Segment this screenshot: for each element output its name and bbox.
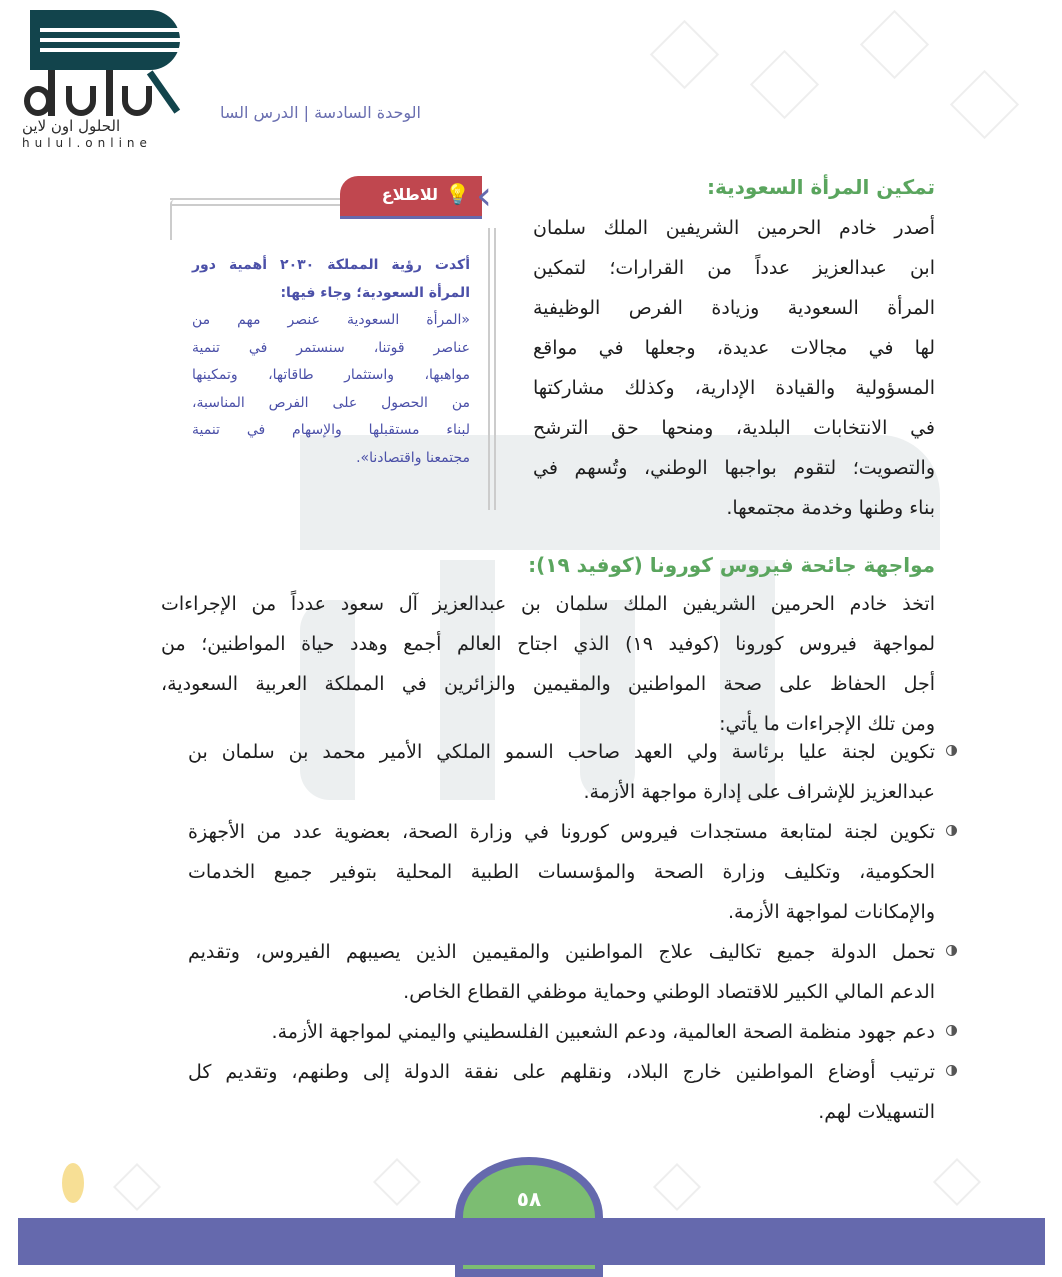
list-item — [188, 812, 935, 932]
text-line: في الانتخابات البلدية، ومنحها حق الترشح — [533, 417, 935, 439]
text-line: اتخذ خادم الحرمين الشريفين الملك سلمان بن عبدالعزيز آل سعود عدداً من الإجراءات — [161, 593, 935, 615]
text-line: الحكومية، وتكليف وزارة الصحة والمؤسسات الطبية المحلية بتوفير جميع الخدمات — [188, 861, 935, 883]
text-line: ومن تلك الإجراءات ما يأتي: — [719, 713, 935, 735]
bullet-icon — [946, 1025, 957, 1036]
info-tag — [340, 176, 482, 216]
text-line: بناء وطنها وخدمة مجتمعها. — [726, 497, 935, 519]
list-item — [188, 1012, 935, 1052]
lightbulb-book-icon: 💡 — [445, 182, 470, 206]
section2-intro — [161, 584, 935, 744]
info-line: مواهبها، واستثمار طاقاتها، وتمكينها — [192, 367, 470, 383]
info-line: المرأة السعودية؛ وجاء فيها: — [280, 284, 470, 301]
text-line: أصدر خادم الحرمين الشريفين الملك سلمان — [533, 217, 935, 239]
text-line: تحمل الدولة جميع تكاليف علاج المواطنين والمقيمين الذين يصيبهم الفيروس، وتقديم — [188, 941, 935, 963]
page-number: ٥٨ — [516, 1187, 542, 1211]
footer-bar — [18, 1218, 1045, 1265]
text-line: والتصويت؛ لتقوم بواجبها الوطني، وتُسهم في — [533, 457, 935, 479]
chevron-left-icon: ‹ — [476, 173, 492, 219]
section-heading-covid: مواجهة جائحة فيروس كورونا (كوفيد ١٩): — [528, 553, 935, 577]
info-line: «المرأة السعودية عنصر مهم من — [192, 312, 470, 328]
info-line: عناصر قوتنا، سنستمر في تنمية — [192, 339, 470, 356]
info-line: مجتمعنا واقتصادنا». — [356, 449, 470, 466]
text-line: تكوين لجنة لمتابعة مستجدات فيروس كورونا في وزارة الصحة، بعضوية عدد من الأجهزة — [188, 821, 935, 843]
text-line: ابن عبدالعزيز عدداً من القرارات؛ لتمكين — [533, 257, 935, 279]
hulul-logo — [10, 8, 210, 153]
text-line: أجل الحفاظ على صحة المواطنين والمقيمين والزائرين في المملكة العربية السعودية، — [161, 673, 935, 695]
text-line: دعم جهود منظمة الصحة العالمية، ودعم الشعبين الفلسطيني واليمني لمواجهة الأزمة. — [271, 1021, 935, 1043]
list-item — [188, 1052, 935, 1132]
info-tag-label: للاطلاع — [381, 185, 438, 204]
info-line: من الحصول على الفرص المناسبة، — [192, 394, 470, 411]
bullet-icon — [946, 745, 957, 756]
text-line: المرأة السعودية وزيادة الفرص الوظيفية — [533, 297, 935, 319]
bullet-icon — [946, 945, 957, 956]
bullet-icon — [946, 825, 957, 836]
bullet-icon — [946, 1065, 957, 1076]
footer-emblem-icon — [62, 1163, 84, 1203]
text-line: والإمكانات لمواجهة الأزمة. — [727, 901, 935, 923]
text-line: لمواجهة فيروس كورونا (كوفيد ١٩) الذي اجتاح العالم أجمع وهدد حياة المواطنين؛ من — [161, 633, 935, 655]
logo-subtitle-ar: الحلول اون لاين — [22, 117, 121, 135]
text-line: التسهيلات لهم. — [818, 1101, 935, 1123]
list-item — [188, 932, 935, 1012]
text-line: لها في مجالات عديدة، وجعلها في مواقع — [533, 337, 935, 359]
text-line: تكوين لجنة عليا برئاسة ولي العهد صاحب السمو الملكي الأمير محمد بن سلمان بن — [188, 741, 935, 763]
text-line: المسؤولية والقيادة الإدارية، وكذلك مشاركتها — [533, 377, 935, 399]
section-heading-women-empowerment: تمكين المرأة السعودية: — [707, 175, 935, 199]
info-line: أكدت رؤية المملكة ٢٠٣٠ أهمية دور — [192, 257, 471, 273]
text-line: عبدالعزيز للإشراف على إدارة مواجهة الأزمة. — [583, 781, 935, 803]
list-item — [188, 732, 935, 812]
section1-paragraph — [533, 208, 935, 528]
text-line: الدعم المالي الكبير للاقتصاد الوطني وحماية موظفي القطاع الخاص. — [403, 981, 935, 1003]
info-line: لبناء مستقبلها والإسهام في تنمية — [192, 422, 470, 438]
breadcrumb: الوحدة السادسة | الدرس السا — [219, 103, 421, 122]
text-line: ترتيب أوضاع المواطنين خارج البلاد، ونقلهم على نفقة الدولة إلى وطنهم، وتقديم كل — [188, 1061, 935, 1083]
logo-subtitle-en: hulul.online — [22, 136, 152, 150]
